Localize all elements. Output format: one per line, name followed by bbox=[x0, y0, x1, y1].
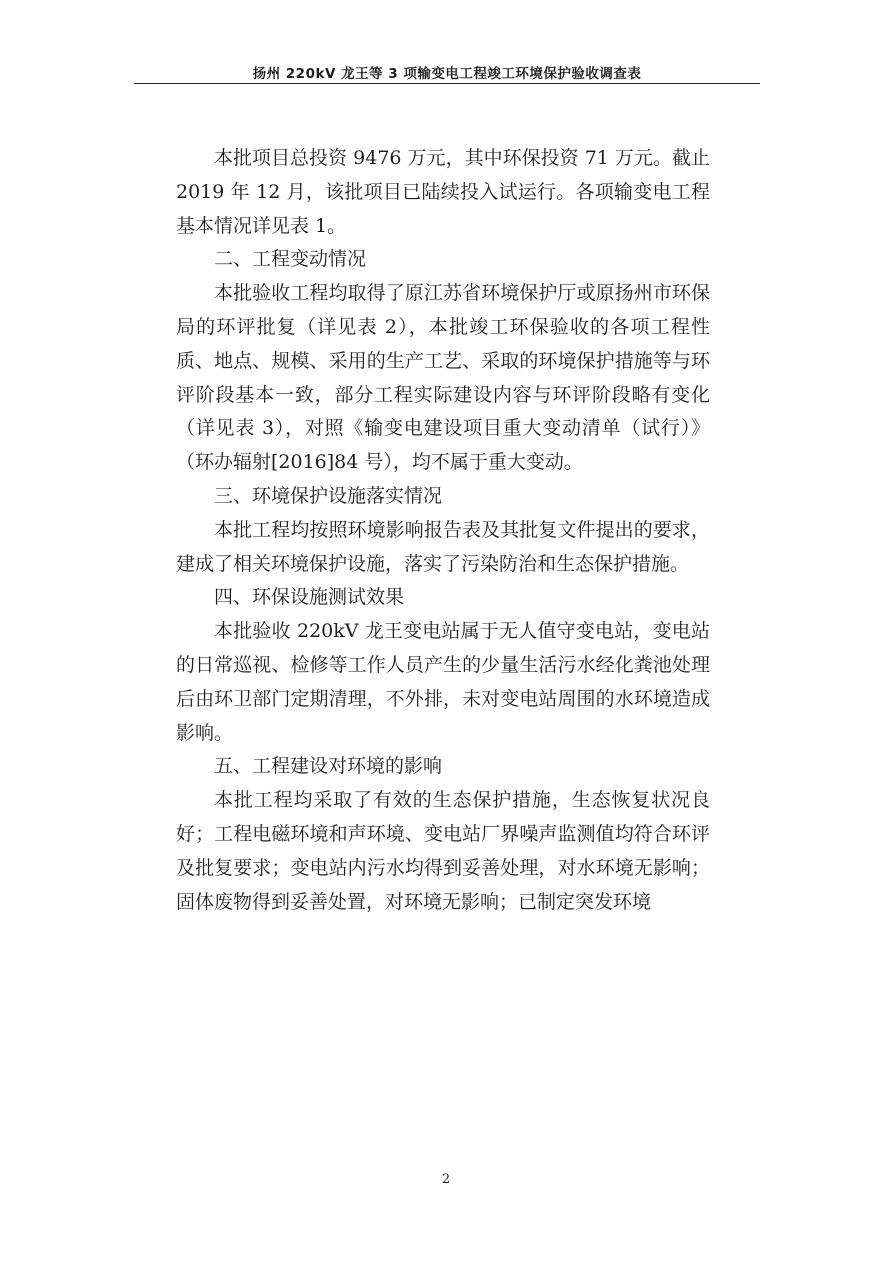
section-heading-facilities: 三、环境保护设施落实情况 bbox=[214, 484, 443, 507]
page-header-title: 扬州 220kV 龙王等 3 项输变电工程竣工环境保护验收调查表 bbox=[252, 66, 642, 82]
paragraph-test-results: 本批验收 220kV 龙王变电站属于无人值守变电站，变电站的日常巡视、检修等工作人员产生的少量生活污水经化粪池处理后由环卫部门定期清理，不外排，未对变电站周围的水环境造成影响。 bbox=[176, 620, 710, 744]
document-body bbox=[176, 142, 710, 919]
header-divider bbox=[134, 83, 760, 84]
section-heading-test-results: 四、环保设施测试效果 bbox=[214, 586, 405, 609]
section-heading-changes: 二、工程变动情况 bbox=[214, 248, 367, 271]
paragraph-facilities: 本批工程均按照环境影响报告表及其批复文件提出的要求，建成了相关环境保护设施，落实了污染防治和生态保护措施。 bbox=[176, 518, 710, 575]
page-number: 2 bbox=[441, 1172, 451, 1187]
paragraph-investment: 本批项目总投资 9476 万元，其中环保投资 71 万元。截止 2019 年 12 月，该批项目已陆续投入试运行。各项输变电工程基本情况详见表 1。 bbox=[176, 147, 710, 237]
paragraph-environment-impact: 本批工程均采取了有效的生态保护措施，生态恢复状况良好；工程电磁环境和声环境、变电站厂界噪声监测值均符合环评及批复要求；变电站内污水均得到妥善处理，对水环境无影响；固体废物得到妥善处置，对环境无影响；已制定突发环境 bbox=[176, 789, 710, 913]
section-heading-environment-impact: 五、工程建设对环境的影响 bbox=[214, 755, 443, 778]
paragraph-changes: 本批验收工程均取得了原江苏省环境保护厅或原扬州市环保局的环评批复（详见表 2），本批竣工环保验收的各项工程性质、地点、规模、采用的生产工艺、采取的环境保护措施等与环评阶段基本一致，部分工程实际建设内容与环评阶段略有变化（详见表 3），对照《输变电建设项目重大变动清单（试行）》（环办辐射[2016]84 号），均不属于重大变动。 bbox=[176, 282, 710, 474]
